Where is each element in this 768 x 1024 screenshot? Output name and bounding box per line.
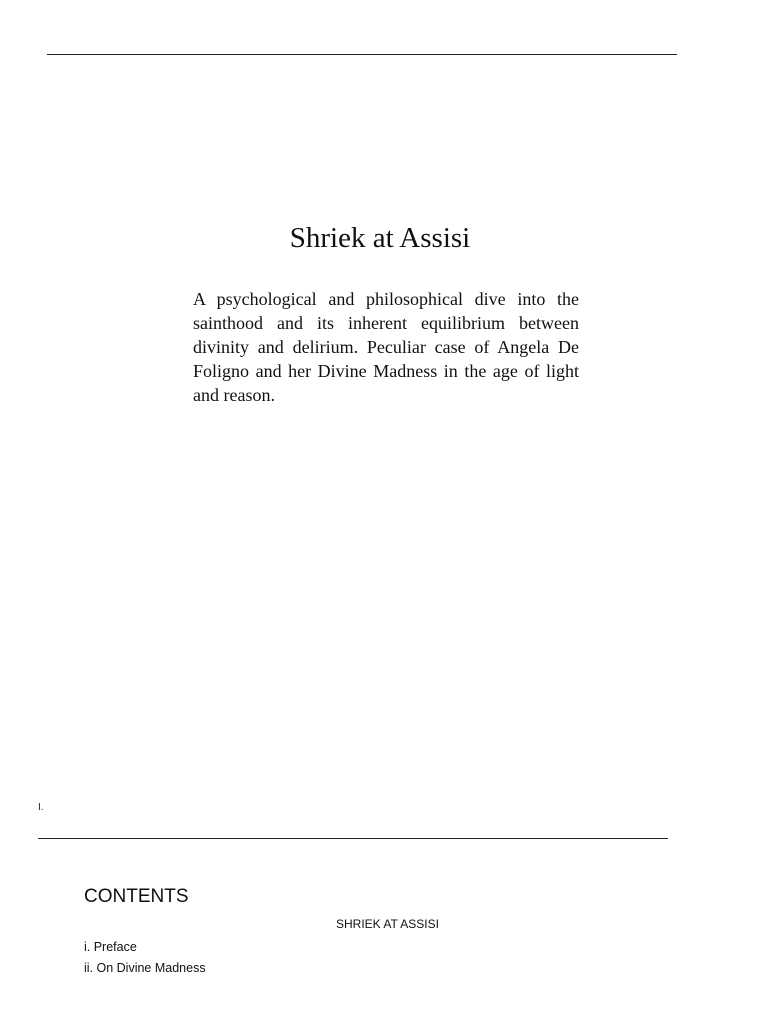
toc-item-preface[interactable]: i. Preface — [84, 940, 137, 954]
book-abstract: A psychological and philosophical dive into the sainthood and its inherent equilibrium between divinity and delirium. Peculiar case of Angela De Foligno and her Divine Madness in the age of light and reason. — [193, 289, 579, 405]
contents-heading: CONTENTS — [84, 886, 189, 907]
table-of-contents — [84, 937, 206, 979]
book-title: Shriek at Assisi — [289, 222, 471, 254]
top-divider-line — [47, 54, 677, 55]
toc-item-on-divine-madness[interactable]: ii. On Divine Madness — [84, 961, 206, 975]
running-header: SHRIEK AT ASSISI — [336, 917, 439, 931]
page-break-divider-line — [38, 838, 668, 839]
page-number-marker: I. — [38, 802, 44, 813]
